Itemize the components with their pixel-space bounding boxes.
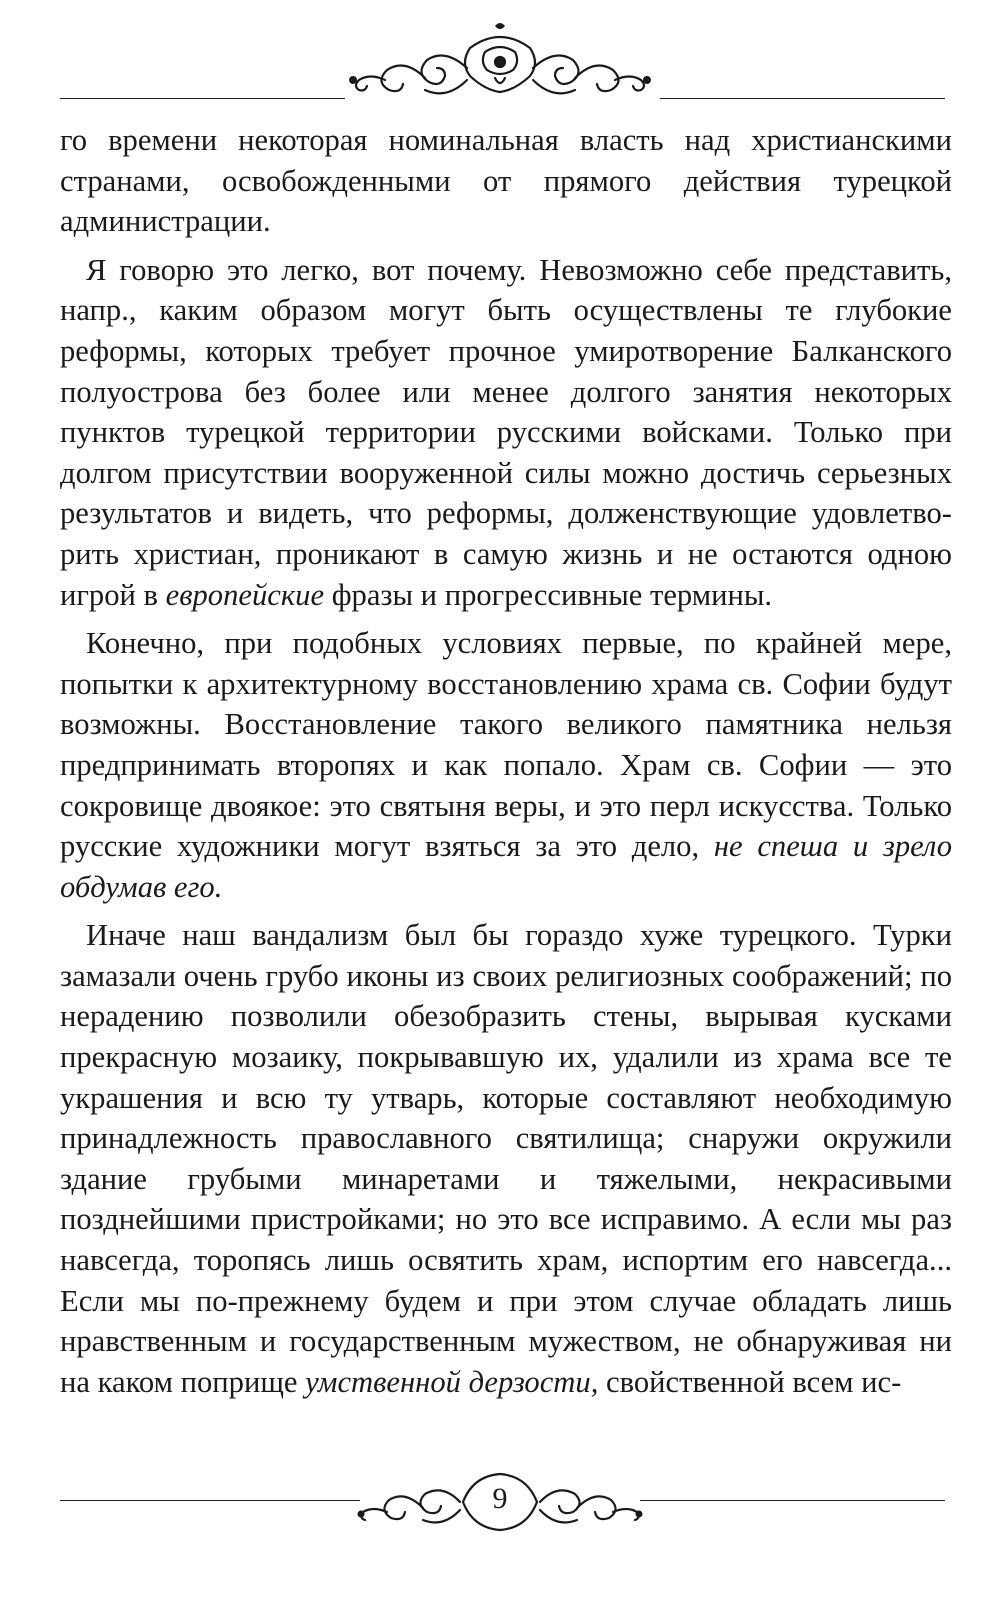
text-run: го времени некоторая номинальная власть над христианскими странами, освобожденными от прямого действия турецкой администрации. (60, 123, 952, 239)
paragraph (60, 915, 952, 1402)
text-run: Я говорю это легко, вот почему. Невозможно себе представить, напр., каким образом могут быть осуществлены те глубокие реформы, которых требует прочное умиротворение Балканского полуострова без более или менее долгого занятия некоторых пунктов турецкой территории русскими войсками. Только при долгом присутствии вооруженной силы можно достичь серьезных результатов и видеть, что реформы, долженствующие удовлетворить христиан, проникают в самую жизнь и не остаются одною игрой в (60, 252, 952, 612)
italic-text: европейские (165, 577, 325, 612)
scroll-ornament-icon (345, 18, 655, 118)
footer-rule-right (640, 1500, 945, 1501)
text-run: Конечно, при подобных условиях первые, по крайней мере, попытки к архитектурному восстановлению храма св. Софии будут возможны. Восстановление такого великого памятника нельзя предпринимать второпях и как попало. Храм св. Софии — это сокровище двоякое: это святыня веры, и это перл искусства. Только русские художники могут взяться за это дело, (60, 626, 952, 864)
italic-text: не спеша и зрело обдумав его. (60, 829, 952, 904)
paragraph (60, 120, 952, 242)
paragraph (60, 623, 952, 907)
body-text (60, 120, 952, 1402)
header-ornament-band (0, 18, 1000, 118)
paragraph (60, 250, 952, 615)
page-number: 9 (492, 1482, 508, 1515)
text-run: фразы и прогрессивные термины. (324, 577, 773, 612)
header-rule-left (60, 98, 345, 99)
text-run: свойственной всем ис- (598, 1364, 902, 1399)
italic-text: умственной дерзости, (305, 1364, 599, 1399)
header-rule-right (660, 98, 945, 99)
text-run: Иначе наш вандализм был бы гораздо хуже турецкого. Турки замазали очень грубо иконы из своих религиозных соображений; по нерадению позволили обезобразить стены, вырывая кусками прекрасную мозаику, покрывавшую их, удалили из храма все те украшения и всю ту утварь, которые составляют необходимую принадлежность православного святилища; снаружи окружили здание грубыми минаретами и тяжелыми, некрасивыми позднейшими пристройками; но это все исправимо. А если мы раз навсегда, торопясь лишь освятить храм, испортим его навсегда... Если мы по-прежнему будем и при этом случае обладать лишь нравственным и государственным мужеством, не обнаруживая ни на каком поприще (60, 918, 952, 1399)
footer-rule-left (60, 1500, 360, 1501)
